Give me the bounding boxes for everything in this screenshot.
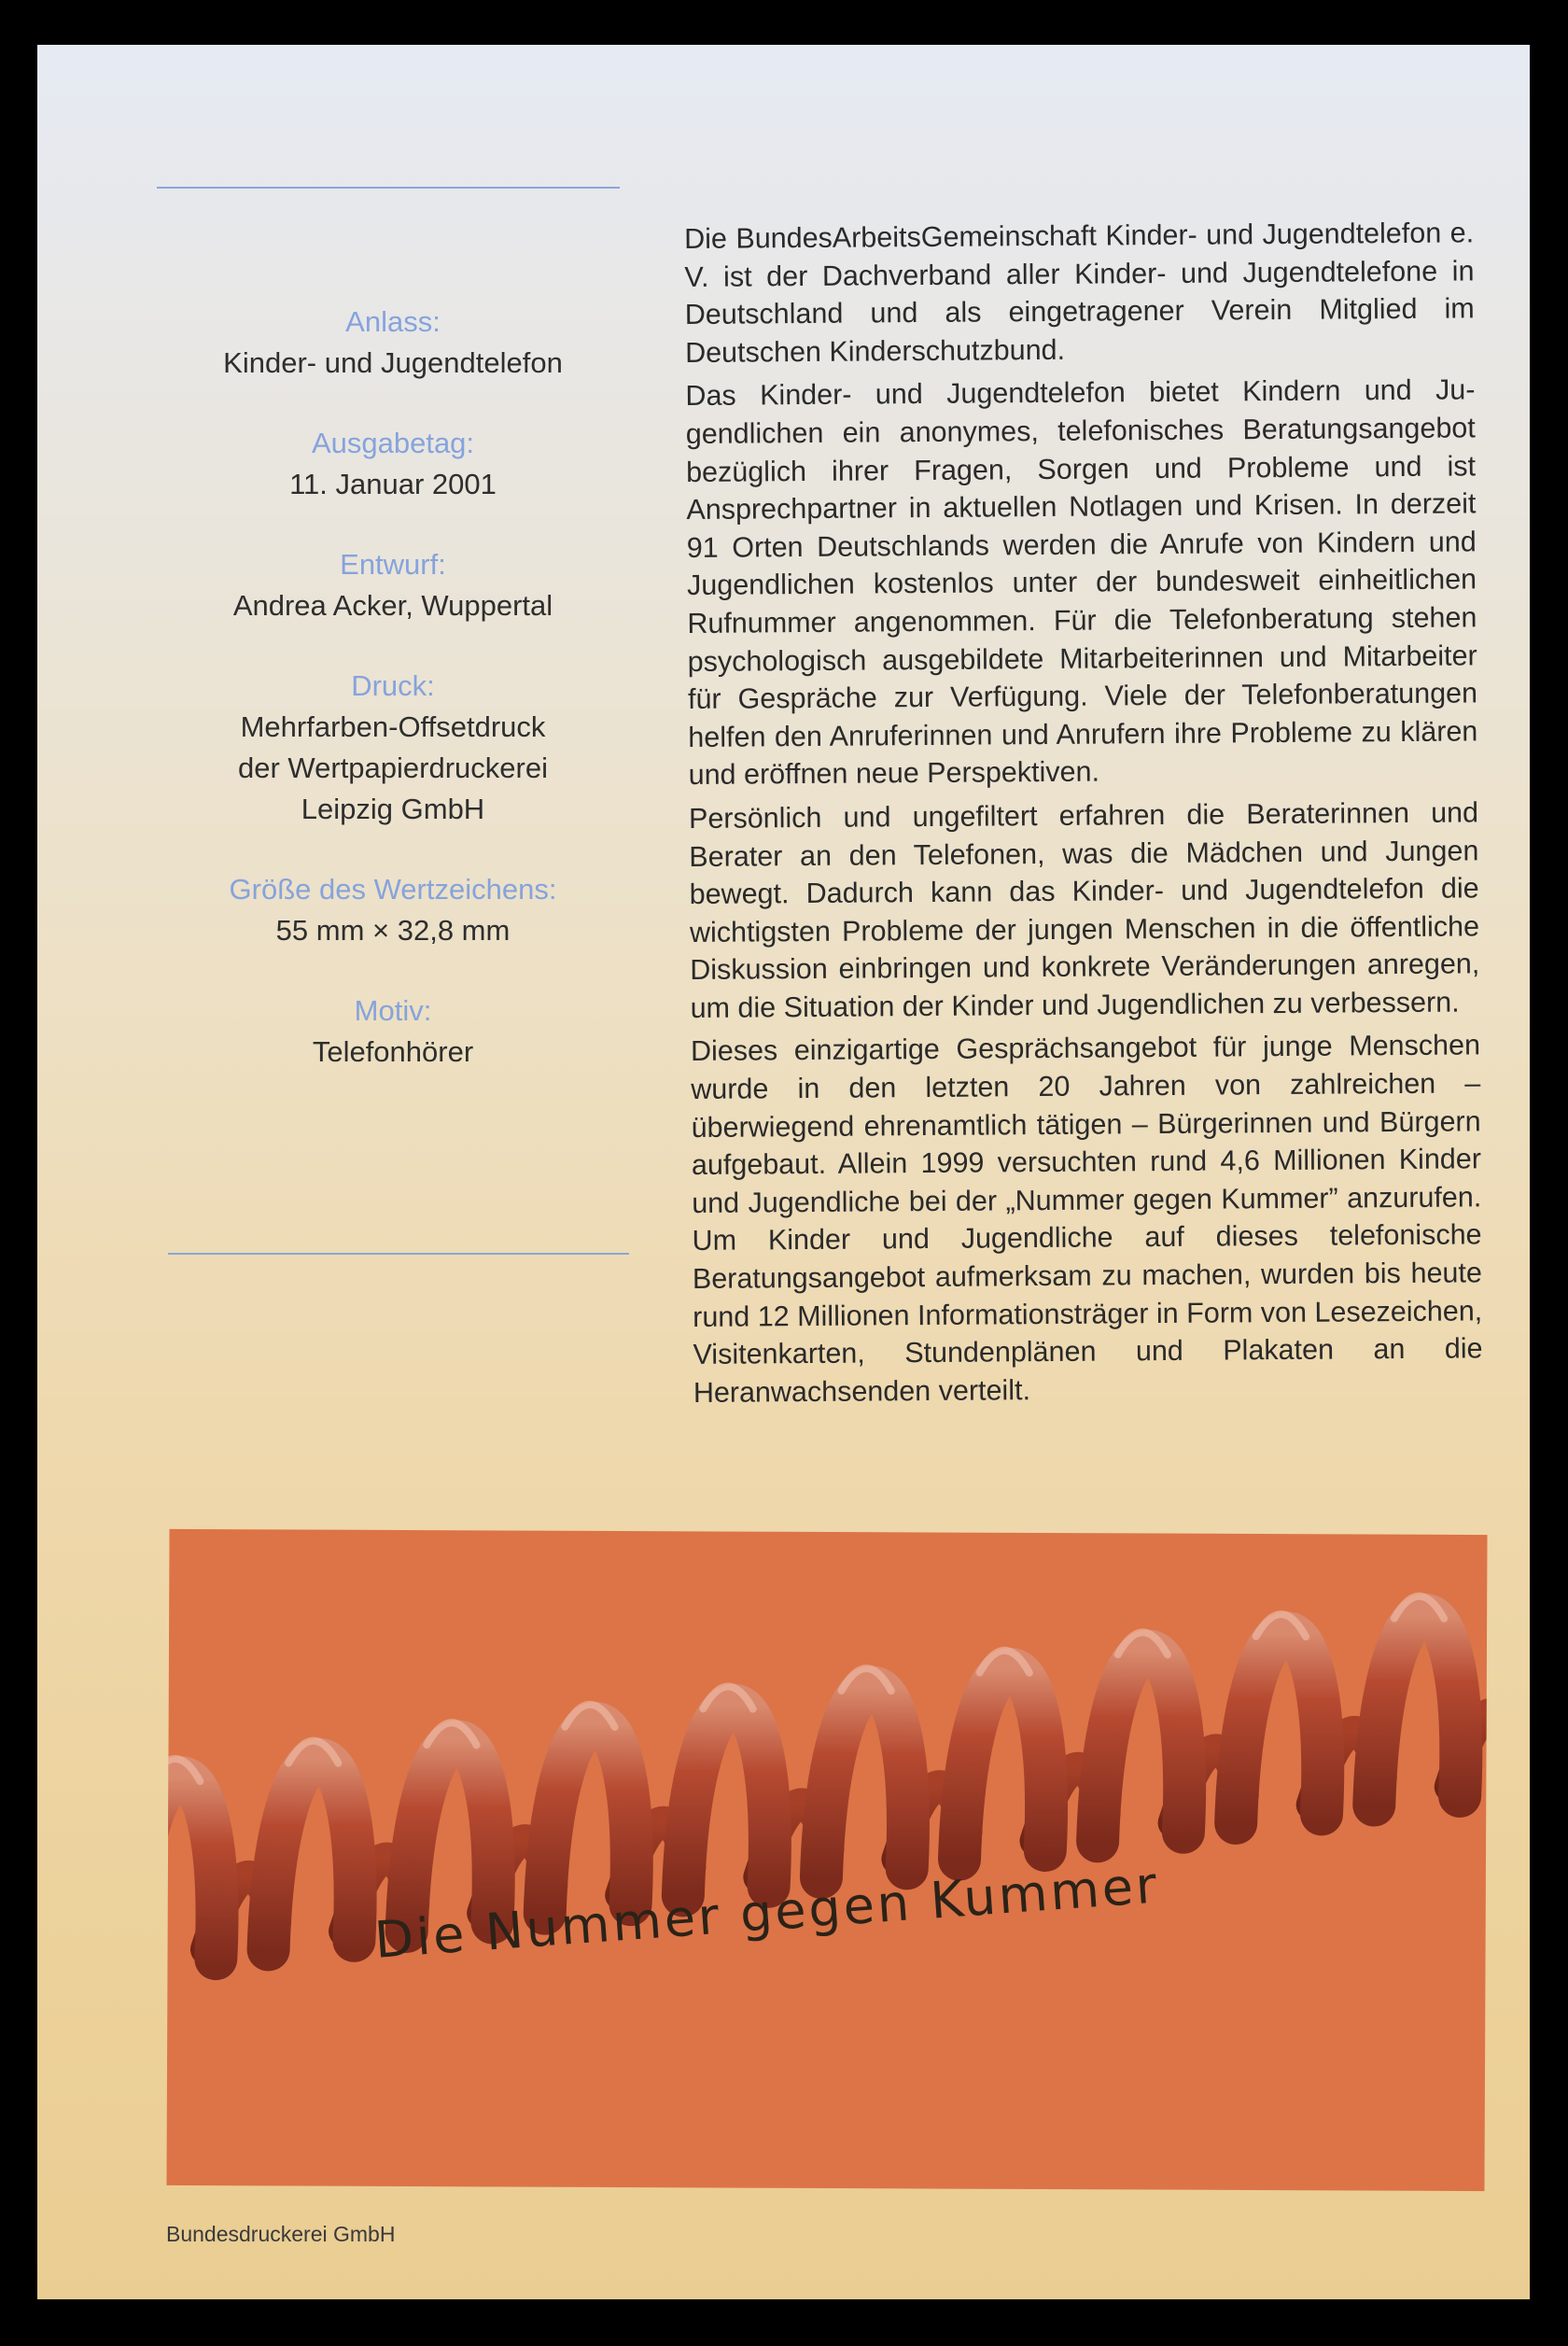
fact-anlass (157, 302, 629, 384)
fact-ausgabetag (157, 423, 629, 505)
fact-motiv (157, 990, 629, 1073)
body-text (684, 214, 1483, 1417)
coil-loop (821, 1687, 909, 1877)
bottom-divider (168, 1253, 629, 1255)
body-paragraph: Dieses einzigartige Gesprächsangebot für junge Menschen wurde in den letzten 20 Jahren von zahlreichen – überwiegend ehrenamtlich tätigen – Bürgerinnen und Bürgern aufgebaut. Allein 1999 versuchten rund 4,6 Millionen Kinder und Jugendliche bei der „Nummer gegen Kummer” anzurufen. Um Kinder und Jugendliche auf dieses telefonische Beratungsangebot aufmerksam zu machen, wurden bis heute rund 12 Millionen Informationsträger in Form von Lesezeichen, Visitenkarten, Stundenplänen und Plakaten an die Heranwachsenden verteilt. (690, 1029, 1483, 1409)
fact-value: 11. Januar 2001 (289, 468, 497, 500)
fact-value: Andrea Acker, Wuppertal (232, 589, 553, 622)
fact-value: Kinder- und Jugendtelefon (223, 346, 563, 379)
coil-loop (683, 1706, 771, 1896)
info-sheet (37, 45, 1530, 2299)
fact-label: Anlass: (345, 305, 441, 338)
coil-loop (545, 1723, 633, 1914)
fact-groesse (157, 869, 629, 951)
fact-value: Telefonhörer (312, 1035, 474, 1068)
coil-loop (1098, 1651, 1185, 1841)
fact-label: Druck: (351, 669, 435, 702)
coil-loop (1374, 1615, 1462, 1805)
coil-loop (269, 1760, 357, 1950)
fact-value: Mehrfarben-Offsetdruck (240, 710, 546, 743)
fact-value: 55 mm × 32,8 mm (275, 914, 511, 947)
fact-label: Motiv: (354, 994, 432, 1027)
stamp-facts (157, 302, 629, 1112)
fact-druck (157, 666, 629, 830)
stamp-caption: Die Nummer gegen Kummer (372, 1855, 1162, 1970)
printer-credit: Bundesdruckerei GmbH (166, 2222, 396, 2246)
coil-loop (166, 1777, 217, 1968)
fact-value: Leipzig GmbH (301, 793, 485, 825)
fact-label: Ausgabetag: (311, 427, 475, 459)
fact-value: der Wertpapierdruckerei (238, 752, 548, 784)
top-divider (157, 187, 620, 189)
coil-loop (1236, 1633, 1323, 1823)
fact-label: Größe des Wertzeichens: (229, 873, 557, 906)
coil-loop (959, 1669, 1047, 1860)
body-paragraph: Das Kinder- und Jugendtelefon bietet Kindern und Jugendlichen ein anonymes, telefonisches Beratungsangebot bezüglich ihrer Fragen, Sorgen und Probleme und ist Ansprechpartner in aktuellen Notlagen und Krisen. In derzeit 91 Orten Deutschlands werden die Anrufe von Kindern und Jugendlichen kostenlos unter der bundesweit einheitlichen Rufnummer angenommen. Für die Telefonberatung stehen psychologisch ausgebildete Mitarbeiterinnen und Mitarbeiter für Gespräche zur Verfügung. Viele der Telefonberatungen helfen den Anruferinnen und Anrufern ihre Probleme zu klären und eröffnen neue Perspektiven. (685, 373, 1478, 792)
fact-label: Entwurf: (340, 548, 446, 581)
fact-entwurf (157, 544, 629, 626)
body-paragraph: Persönlich und ungefiltert erfahren die Beraterinnen und Berater an den Telefonen, was die Mädchen und Jungen bewegt. Dadurch kann das Kinder- und Jugendtelefon die wichtigsten Probleme der jungen Menschen in die öffentliche Diskussion einbringen und konkrete Veränderungen anregen, um die Situation der Kinder und Jugendlichen zu verbessern. (688, 796, 1480, 1024)
stamp-image (166, 1529, 1487, 2191)
body-paragraph: Die BundesArbeitsGemeinschaft Kinder- und Jugendtelefon e. V. ist der Dachverband aller Kinder- und Jugendtelefone in Deutschland und als eingetragener Verein Mitglied im Deutschen Kinderschutzbund. (684, 217, 1475, 369)
telephone-cord-coil-icon (166, 1529, 1487, 2191)
